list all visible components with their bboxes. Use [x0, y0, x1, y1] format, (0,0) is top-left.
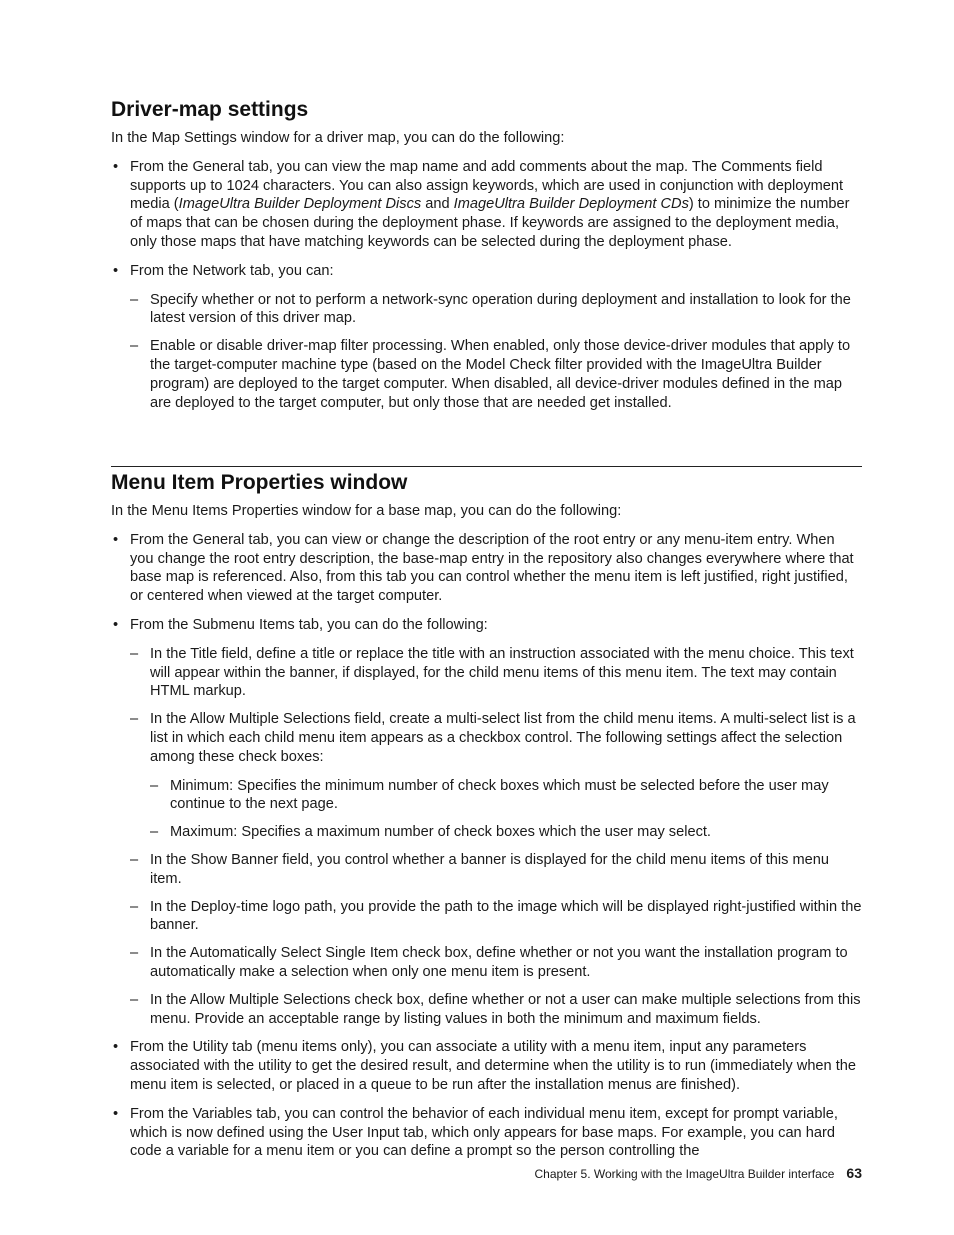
section-intro: In the Menu Items Properties window for a base map, you can do the following:: [111, 503, 622, 519]
italic-title: ImageUltra Builder Deployment CDs: [453, 196, 689, 213]
text-run: From the General tab, you can view the map name and add comments about the map. The Comments field supports up to 1024 characters. You can also assign keywords, which are used in conjunction with deployment media (: [130, 158, 844, 213]
bullet-variables-tab: • From the Variables tab, you can control the behavior of each individual menu item, except for prompt variable, which is now defined using the User Input tab, which only appears for base maps. For example, you can hard code a variable for a menu item or you can define a prompt so the person controlling the: [111, 1105, 862, 1161]
page-footer: [111, 1164, 862, 1183]
bullet-utility-tab: • From the Utility tab (menu items only), you can associate a utility with a menu item, input any parameters associated with the utility to get the desired result, and determine when the utility is to run (immediately when the menu item is selected, or placed in a queue to be run after the installation menus are finished).: [111, 1038, 862, 1094]
dash-list: [130, 645, 862, 1029]
sub-dash-list: [150, 777, 862, 842]
sub-dash-item: – Maximum: Specifies a maximum number of check boxes which the user may select.: [150, 823, 862, 842]
bullet-submenu-tab: [111, 616, 862, 1028]
bullet-general-tab: [111, 158, 862, 252]
dash-item: – In the Title field, define a title or replace the title with an instruction associated with the menu choice. This text will appear within the banner, if displayed, for the child menu items of this menu item. The text may contain HTML markup.: [130, 645, 862, 701]
dash-item: – In the Deploy-time logo path, you provide the path to the image which will be displayed right-justified within the banner.: [130, 898, 862, 936]
sub-dash-item: – Minimum: Specifies the minimum number of check boxes which must be selected before the user may continue to the next page.: [150, 777, 862, 815]
section-divider: [111, 466, 862, 467]
section-heading: Menu Item Properties window: [111, 471, 408, 494]
bullet-list: [111, 531, 862, 1161]
dash-item: – Specify whether or not to perform a network-sync operation during deployment and installation to look for the latest version of this driver map.: [130, 291, 862, 329]
dash-list: [130, 291, 862, 413]
dash-item: – In the Show Banner field, you control whether a banner is displayed for the child menu items of this menu item.: [130, 851, 862, 889]
text-run: and: [421, 196, 454, 213]
bullet-lead: From the Network tab, you can:: [130, 262, 334, 279]
dash-item-text: In the Allow Multiple Selections field, create a multi-select list from the child menu items. A multi-select list is a list in which each child menu item appears as a checkbox control. The following settings affect the selection among these check boxes:: [150, 711, 856, 765]
dash-item: – In the Automatically Select Single Item check box, define whether or not you want the installation program to automatically make a selection when only one menu item is present.: [130, 944, 862, 982]
footer-chapter: Chapter 5. Working with the ImageUltra Builder interface: [534, 1167, 835, 1181]
bullet-network-tab: [111, 262, 862, 413]
section-intro: In the Map Settings window for a driver map, you can do the following:: [111, 130, 565, 146]
dash-item: – In the Allow Multiple Selections check box, define whether or not a user can make multiple selections from this menu. Provide an acceptable range by listing values in both the minimum and maximum fields.: [130, 991, 862, 1029]
text-run: ) to minimize the number of maps that can be chosen during the deployment phase. If keywords are assigned to the deployment media, only those maps that have matching keywords can be selected during the deployment phase.: [130, 196, 850, 250]
dash-item: – Enable or disable driver-map filter processing. When enabled, only those device-driver modules that apply to the target-computer machine type (based on the Model Check filter provided with the ImageUltra Builder program) are deployed to the target computer. When disabled, all device-driver modules defined in the map are deployed to the target computer, but only those that are needed get installed.: [130, 337, 862, 412]
section-heading: Driver-map settings: [111, 98, 309, 121]
bullet-general-tab: • From the General tab, you can view or change the description of the root entry or any menu-item entry. When you change the root entry description, the base-map entry in the repository also changes everywhere where that base map is referenced. Also, from this tab you can control whether the menu item is left justified, right justified, or centered when viewed at the target computer.: [111, 531, 862, 606]
italic-title: ImageUltra Builder Deployment Discs: [178, 196, 422, 213]
section-menu-item-properties: [111, 470, 862, 1161]
page-number: 63: [846, 1165, 862, 1181]
dash-item: [130, 710, 862, 842]
section-driver-map-settings: [111, 97, 862, 412]
bullet-lead: From the Submenu Items tab, you can do the following:: [130, 616, 488, 633]
bullet-list: [111, 158, 862, 413]
